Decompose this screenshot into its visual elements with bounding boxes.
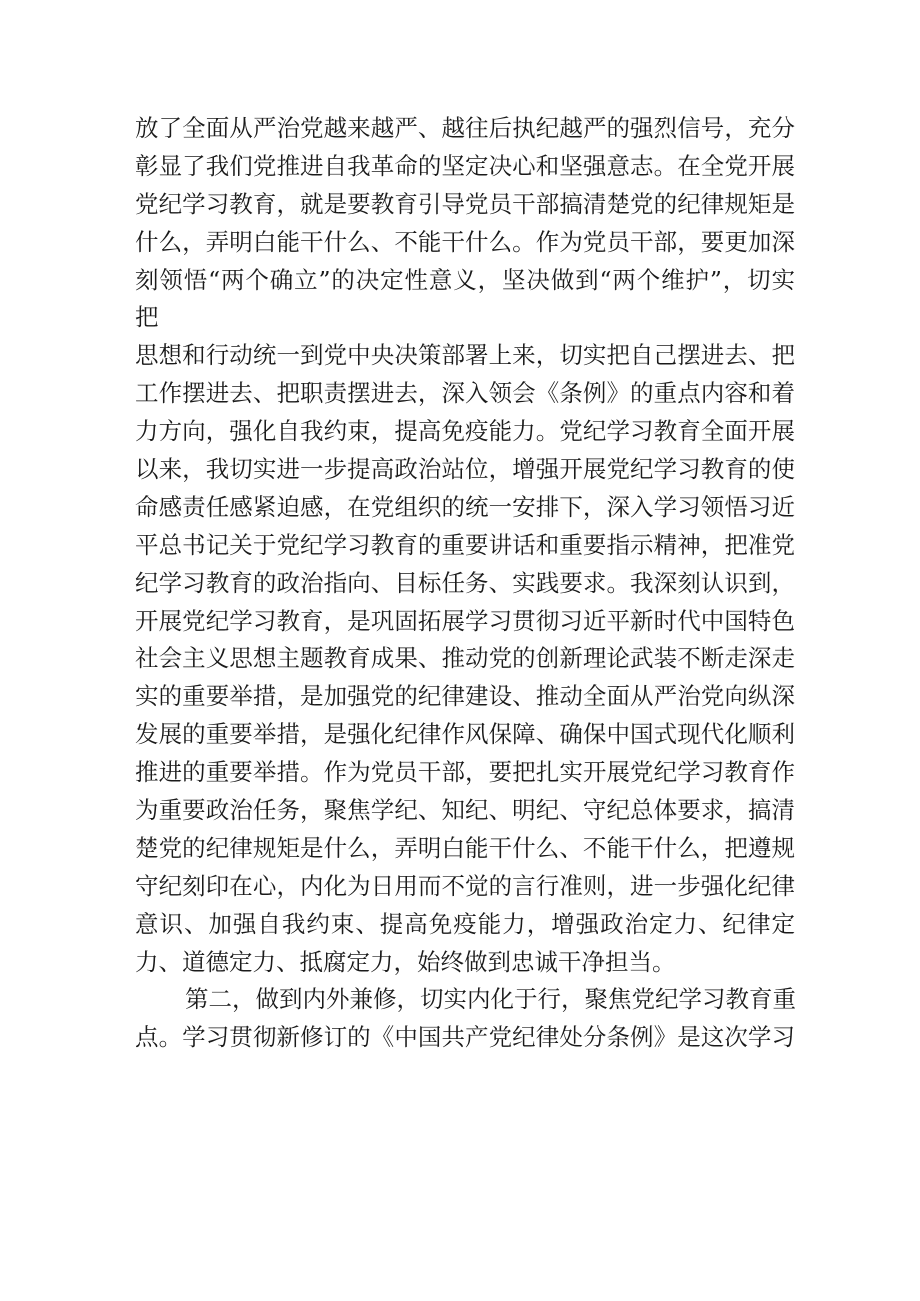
text-line: 以来，我切实进一步提高政治站位，增强开展党纪学习教育的使 — [135, 455, 795, 484]
text-line: 党纪学习教育，就是要教育引导党员干部搞清楚党的纪律规矩是 — [135, 189, 795, 218]
text-line: 力、道德定力、抵腐定力，始终做到忠诚干净担当。 — [135, 947, 676, 976]
text-line: 平总书记关于党纪学习教育的重要讲话和重要指示精神，把准党 — [135, 530, 795, 559]
text-line: 点。学习贯彻新修订的《中国共产党纪律处分条例》是这次学习 — [135, 1023, 795, 1052]
text-line: 为重要政治任务，聚焦学纪、知纪、明纪、守纪总体要求，搞清 — [135, 796, 795, 825]
text-line: 力方向，强化自我约束，提高免疫能力。党纪学习教育全面开展 — [135, 417, 795, 446]
text-line: 发展的重要举措，是强化纪律作风保障、确保中国式现代化顺利 — [135, 720, 795, 749]
text-line: 纪学习教育的政治指向、目标任务、实践要求。我深刻认识到， — [135, 568, 795, 597]
paragraph-start-line: 第二，做到内外兼修，切实内化于行，聚焦党纪学习教育重 — [185, 985, 796, 1014]
text-line: 守纪刻印在心，内化为日用而不觉的言行准则，进一步强化纪律 — [135, 871, 795, 900]
text-line: 实的重要举措，是加强党的纪律建设、推动全面从严治党向纵深 — [135, 682, 795, 711]
text-line: 彰显了我们党推进自我革命的坚定决心和坚强意志。在全党开展 — [135, 151, 795, 180]
text-line: 开展党纪学习教育，是巩固拓展学习贯彻习近平新时代中国特色 — [135, 606, 795, 635]
text-line: 意识、加强自我约束、提高免疫能力，增强政治定力、纪律定 — [135, 909, 795, 938]
text-line: 放了全面从严治党越来越严、越往后执纪越严的强烈信号，充分 — [135, 114, 795, 142]
text-line: 命感责任感紧迫感，在党组织的统一安排下，深入学习领悟习近 — [135, 492, 795, 521]
body-text — [135, 110, 795, 1057]
text-line: 什么，弄明白能干什么、不能干什么。作为党员干部，要更加深 — [135, 227, 795, 256]
text-line: 把 — [135, 303, 159, 332]
text-line: 楚党的纪律规矩是什么，弄明白能干什么、不能干什么，把遵规 — [135, 833, 795, 862]
text-line: 社会主义思想主题教育成果、推动党的创新理论武装不断走深走 — [135, 644, 795, 673]
text-line: 思想和行动统一到党中央决策部署上来，切实把自己摆进去、把 — [135, 341, 795, 370]
text-line: 工作摆进去、把职责摆进去，深入领会《条例》的重点内容和着 — [135, 379, 795, 408]
text-line: 刻领悟“两个确立”的决定性意义，坚决做到“两个维护”，切实 — [135, 265, 795, 294]
text-line: 推进的重要举措。作为党员干部，要把扎实开展党纪学习教育作 — [135, 758, 795, 787]
